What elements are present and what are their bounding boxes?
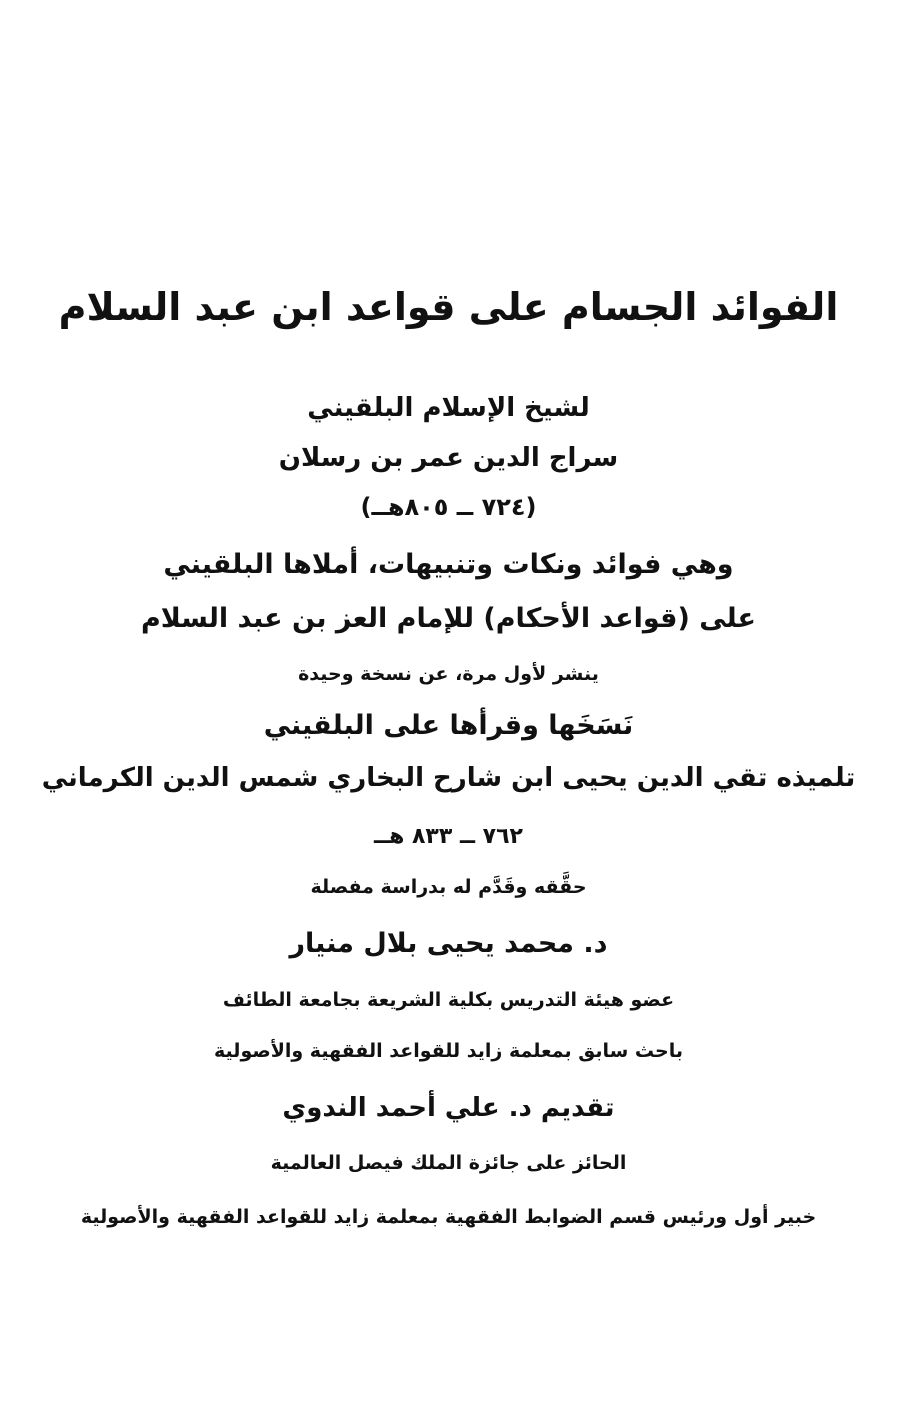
publication-note: ينشر لأول مرة، عن نسخة وحيدة xyxy=(298,663,599,685)
description-line-1: وهي فوائد ونكات وتنبيهات، أملاها البلقيني xyxy=(163,549,734,580)
introducer-award: الحائز على جائزة الملك فيصل العالمية xyxy=(270,1152,627,1174)
editor-role-2: باحث سابق بمعلمة زايد للقواعد الفقهية والأصولية xyxy=(214,1040,683,1062)
introduction-line: تقديم د. علي أحمد الندوي xyxy=(282,1093,615,1123)
book-title: الفوائد الجسام على قواعد ابن عبد السلام xyxy=(58,285,839,329)
editor-role-1: عضو هيئة التدريس بكلية الشريعة بجامعة الطائف xyxy=(222,989,675,1011)
author-line-1: لشيخ الإسلام البلقيني xyxy=(307,393,590,423)
editor-name: د. محمد يحيى بلال منيار xyxy=(289,928,608,959)
copyist-dates: ٧٦٢ ــ ٨٣٣ هــ xyxy=(374,824,523,849)
copyist-line-2: تلميذه تقي الدين يحيى ابن شارح البخاري شمس الدين الكرماني xyxy=(41,763,856,793)
editor-verified-label: حقَّقه وقَدَّم له بدراسة مفصلة xyxy=(310,876,587,898)
introducer-position: خبير أول ورئيس قسم الضوابط الفقهية بمعلمة زايد للقواعد الفقهية والأصولية xyxy=(80,1206,817,1228)
author-dates: (٧٢٤ ــ ٨٠٥هــ) xyxy=(360,493,537,521)
copyist-line-1: نَسَخَها وقرأها على البلقيني xyxy=(263,710,634,741)
description-line-2: على (قواعد الأحكام) للإمام العز بن عبد السلام xyxy=(141,603,756,634)
author-line-2: سراج الدين عمر بن رسلان xyxy=(278,443,619,473)
